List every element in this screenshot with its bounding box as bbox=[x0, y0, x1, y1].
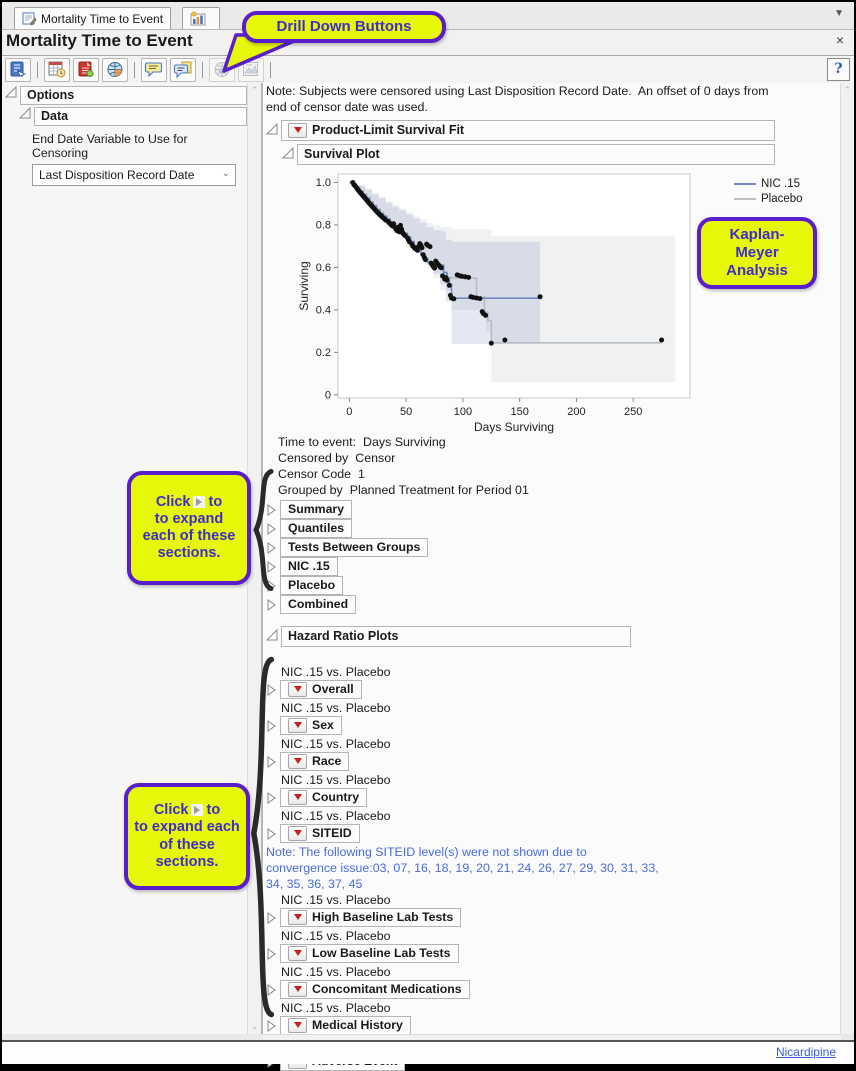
censor-variable-select[interactable] bbox=[32, 164, 236, 186]
nicardipine-link[interactable]: Nicardipine bbox=[775, 1045, 836, 1059]
svg-text:0.6: 0.6 bbox=[315, 261, 331, 274]
curly-brace bbox=[248, 654, 276, 1020]
data-outline-header[interactable]: Data bbox=[34, 107, 247, 126]
section-header-high-baseline-lab-tests[interactable]: High Baseline Lab Tests bbox=[280, 908, 461, 927]
metadata-line: Censor Code 1 bbox=[278, 467, 365, 481]
toolbar bbox=[2, 55, 854, 84]
survival-plot-chart[interactable] bbox=[296, 168, 841, 432]
compare-label: NIC .15 vs. Placebo bbox=[281, 929, 391, 943]
svg-text:Days Surviving: Days Surviving bbox=[473, 420, 555, 434]
kaplan-meier-plot[interactable] bbox=[296, 168, 696, 432]
web-report-button[interactable] bbox=[102, 58, 128, 82]
svg-text:200: 200 bbox=[567, 406, 586, 418]
hazard-section-row bbox=[266, 945, 841, 962]
section-header-concomitant-medications[interactable]: Concomitant Medications bbox=[280, 980, 470, 999]
hazard-ratio-outline-header[interactable]: Hazard Ratio Plots bbox=[281, 626, 631, 647]
tab-graph-builder[interactable] bbox=[182, 7, 220, 29]
metadata-line: Time to event: Days Surviving bbox=[278, 435, 446, 449]
disclosure-closed-icon bbox=[193, 496, 205, 508]
tab-label: Mortality Time to Event bbox=[41, 11, 164, 26]
drill-down-callout: Drill Down Buttons bbox=[242, 11, 446, 43]
toolbar-separator bbox=[37, 62, 38, 78]
svg-text:100: 100 bbox=[453, 406, 473, 418]
metadata-line: Censored by Censor bbox=[278, 451, 396, 465]
compare-label: NIC .15 vs. Placebo bbox=[281, 1001, 391, 1015]
red-menu-icon[interactable] bbox=[288, 1018, 307, 1033]
legend-line-swatch bbox=[734, 183, 756, 185]
section-header-tests-between-groups[interactable]: Tests Between Groups bbox=[280, 538, 428, 557]
report-icon bbox=[9, 61, 27, 78]
siteid-convergence-note: 34, 35, 36, 37, 45 bbox=[266, 877, 363, 891]
svg-text:50: 50 bbox=[400, 406, 413, 418]
svg-text:250: 250 bbox=[624, 406, 643, 418]
collapsed-section-row bbox=[266, 596, 841, 613]
compare-label: NIC .15 vs. Placebo bbox=[281, 809, 391, 823]
svg-text:1.0: 1.0 bbox=[315, 176, 331, 189]
disclosure-open-icon[interactable] bbox=[266, 123, 278, 135]
hazard-section-row bbox=[266, 753, 841, 770]
disclosure-open-icon[interactable] bbox=[5, 86, 17, 98]
red-menu-icon[interactable] bbox=[288, 826, 307, 841]
disclosure-closed-icon[interactable] bbox=[266, 599, 276, 611]
chart-tab-icon bbox=[190, 11, 206, 26]
tab-mortality-time-to-event[interactable] bbox=[14, 7, 171, 29]
svg-text:0.2: 0.2 bbox=[315, 346, 331, 359]
compare-label: NIC .15 vs. Placebo bbox=[281, 701, 391, 715]
hazard-ratio-sections bbox=[266, 664, 841, 1070]
fit-subsections bbox=[266, 501, 841, 613]
hazard-section-row bbox=[266, 1017, 841, 1034]
svg-text:Surviving: Surviving bbox=[297, 261, 311, 311]
globe-icon bbox=[106, 61, 124, 78]
section-header-sex[interactable]: Sex bbox=[280, 716, 342, 735]
red-menu-icon[interactable] bbox=[288, 790, 307, 805]
collapsed-section-row bbox=[266, 577, 841, 594]
toolbar-separator bbox=[202, 62, 203, 78]
page-title: Mortality Time to Event bbox=[6, 31, 193, 50]
legend-line-swatch bbox=[734, 198, 756, 200]
survival-plot-outline-header[interactable]: Survival Plot bbox=[297, 144, 775, 165]
close-icon[interactable]: × bbox=[835, 32, 845, 48]
section-header-country[interactable]: Country bbox=[280, 788, 367, 807]
red-menu-icon[interactable] bbox=[288, 123, 307, 138]
toolbar-separator bbox=[134, 62, 135, 78]
scroll-down-icon[interactable]: ⌄ bbox=[250, 1021, 259, 1031]
annotate-data-button[interactable] bbox=[170, 58, 196, 82]
curly-brace bbox=[251, 469, 275, 591]
journal-icon bbox=[77, 61, 95, 78]
red-menu-icon[interactable] bbox=[288, 682, 307, 697]
help-button[interactable]: ? bbox=[827, 58, 850, 81]
section-header-quantiles[interactable]: Quantiles bbox=[280, 519, 352, 538]
section-header-combined[interactable]: Combined bbox=[280, 595, 356, 614]
expand-sections-callout: Click to to expand each of these sections. bbox=[127, 471, 251, 585]
red-menu-icon[interactable] bbox=[288, 982, 307, 997]
hazard-section-row bbox=[266, 789, 841, 806]
collapsed-section-row bbox=[266, 558, 841, 575]
svg-text:150: 150 bbox=[510, 406, 529, 418]
hazard-section-row bbox=[266, 981, 841, 998]
status-bar bbox=[2, 1040, 854, 1064]
censor-variable-label: End Date Variable to Use for Censoring bbox=[32, 132, 188, 160]
survival-fit-outline-header[interactable]: Product-Limit Survival Fit bbox=[281, 120, 775, 141]
plot-legend bbox=[734, 176, 803, 206]
journal-button[interactable] bbox=[73, 58, 99, 82]
hazard-section-row bbox=[266, 681, 841, 698]
kaplan-meier-callout: Kaplan- Meyer Analysis bbox=[697, 217, 817, 289]
metadata-line: Grouped by Planned Treatment for Period 01 bbox=[278, 483, 529, 497]
speech-bubble-page-icon bbox=[174, 61, 193, 78]
disclosure-open-icon[interactable] bbox=[282, 147, 294, 159]
collapsed-section-row bbox=[266, 501, 841, 518]
disclosure-open-icon[interactable] bbox=[19, 107, 31, 119]
hazard-section-row bbox=[266, 825, 841, 842]
report-scrollbar[interactable] bbox=[840, 83, 854, 1034]
annotate-button[interactable] bbox=[141, 58, 167, 82]
section-header-medical-history[interactable]: Medical History bbox=[280, 1016, 411, 1035]
compare-label: NIC .15 vs. Placebo bbox=[281, 965, 391, 979]
chevron-down-icon: ⌄ bbox=[221, 168, 230, 179]
svg-text:0.8: 0.8 bbox=[315, 219, 331, 232]
svg-text:0: 0 bbox=[346, 406, 353, 418]
data-table-icon bbox=[48, 61, 66, 78]
legend-item: NIC .15 bbox=[734, 176, 803, 191]
section-header-overall[interactable]: Overall bbox=[280, 680, 362, 699]
section-header-placebo[interactable]: Placebo bbox=[280, 576, 343, 595]
legend-item: Placebo bbox=[734, 191, 803, 206]
fit-metadata bbox=[278, 434, 841, 498]
options-outline-header[interactable]: Options bbox=[20, 86, 247, 105]
svg-text:0.4: 0.4 bbox=[315, 304, 331, 317]
red-menu-icon[interactable] bbox=[288, 946, 307, 961]
section-header-race[interactable]: Race bbox=[280, 752, 349, 771]
compare-label: NIC .15 vs. Placebo bbox=[281, 737, 391, 751]
censor-note-line: Note: Subjects were censored using Last Disposition Record Date. An offset of 0 days from bbox=[266, 84, 769, 98]
compare-label: NIC .15 vs. Placebo bbox=[281, 893, 391, 907]
section-header-summary[interactable]: Summary bbox=[280, 500, 352, 519]
window-menu-icon[interactable]: ▼ bbox=[834, 8, 844, 19]
compare-label: NIC .15 vs. Placebo bbox=[281, 665, 391, 679]
red-menu-icon[interactable] bbox=[288, 910, 307, 925]
section-header-low-baseline-lab-tests[interactable]: Low Baseline Lab Tests bbox=[280, 944, 459, 963]
censor-note-line: end of censor date was used. bbox=[266, 100, 428, 114]
hazard-section-row bbox=[266, 909, 841, 926]
red-menu-icon[interactable] bbox=[288, 754, 307, 769]
disclosure-closed-icon bbox=[191, 804, 203, 816]
section-header-siteid[interactable]: SITEID bbox=[280, 824, 360, 843]
speech-bubble-icon bbox=[145, 61, 164, 78]
journal-tab-icon bbox=[22, 12, 37, 26]
svg-text:0: 0 bbox=[324, 389, 331, 402]
red-menu-icon[interactable] bbox=[288, 718, 307, 733]
compare-label: NIC .15 vs. Placebo bbox=[281, 773, 391, 787]
scroll-up-icon[interactable]: ⌃ bbox=[250, 85, 259, 95]
data-table-button[interactable] bbox=[44, 58, 70, 82]
scroll-up-icon[interactable]: ⌃ bbox=[843, 85, 852, 95]
report-button[interactable] bbox=[5, 58, 31, 82]
siteid-convergence-note: Note: The following SITEID level(s) were not shown due to bbox=[266, 845, 587, 859]
siteid-convergence-note: convergence issue:03, 07, 16, 18, 19, 20, 21, 24, 26, 27, 29, 30, 31, 33, bbox=[266, 861, 659, 875]
expand-sections-callout: Click to to expand each of these sections. bbox=[124, 783, 250, 890]
censor-variable-value: Last Disposition Record Date bbox=[39, 168, 195, 182]
section-header-nic-15[interactable]: NIC .15 bbox=[280, 557, 338, 576]
disclosure-closed-icon[interactable] bbox=[266, 1020, 276, 1032]
hazard-section-row bbox=[266, 717, 841, 734]
disclosure-open-icon[interactable] bbox=[266, 629, 278, 641]
collapsed-section-row bbox=[266, 520, 841, 537]
collapsed-section-row bbox=[266, 539, 841, 556]
